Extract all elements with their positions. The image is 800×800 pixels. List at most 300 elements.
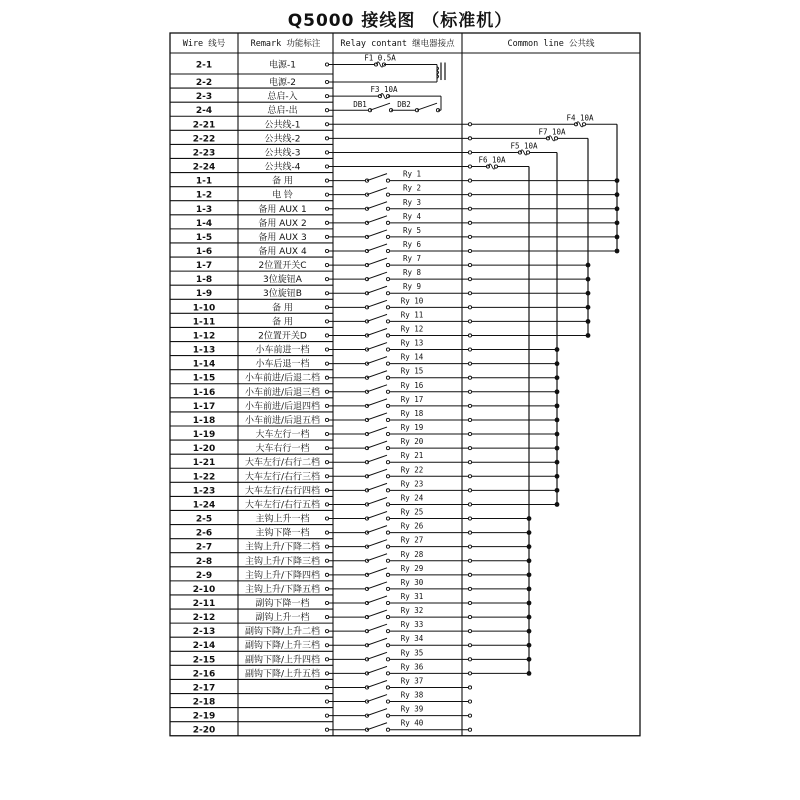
relay-contact-blade — [367, 666, 387, 673]
switch-terminal — [386, 278, 389, 281]
remark-label: 主钩下降一档 — [255, 528, 310, 539]
wire-number: 1-8 — [195, 275, 213, 286]
switch-terminal — [386, 292, 389, 295]
fuse-terminal — [526, 151, 529, 154]
common-terminal — [468, 644, 471, 647]
common-terminal — [468, 461, 471, 464]
row-terminal — [325, 193, 328, 196]
wire-number: 1-23 — [192, 486, 216, 497]
common-terminal — [468, 658, 471, 661]
remark-label: 大车左行/右行四档 — [244, 486, 321, 497]
wire-number: 2-17 — [192, 683, 216, 694]
relay-contact-blade — [367, 582, 387, 589]
relay-contact-blade — [367, 258, 387, 265]
switch-terminal — [386, 362, 389, 365]
wire-number: 1-22 — [192, 472, 216, 483]
row-terminal — [325, 151, 328, 154]
fuse-terminal — [582, 123, 585, 126]
switch-terminal — [386, 249, 389, 252]
switch-terminal — [386, 714, 389, 717]
wire-number: 2-10 — [192, 584, 216, 595]
remark-label: 备用 AUX 2 — [258, 218, 307, 229]
remark-label: 副钩下降/上升四档 — [244, 655, 321, 666]
switch-terminal — [386, 559, 389, 562]
switch-terminal — [386, 263, 389, 266]
row-terminal — [325, 263, 328, 266]
common-terminal — [468, 573, 471, 576]
relay-label: Ry 21 — [400, 451, 424, 461]
wire-number: 1-21 — [192, 458, 216, 469]
row-terminal — [325, 489, 328, 492]
remark-label: 公共线-3 — [264, 148, 301, 159]
switch-terminal — [386, 376, 389, 379]
switch-terminal — [386, 179, 389, 182]
remark-label: 大车左行一档 — [255, 430, 310, 441]
common-terminal — [468, 531, 471, 534]
relay-contact-blade — [367, 709, 387, 716]
remark-label: 小车前进/后退三档 — [244, 387, 321, 398]
row-terminal — [325, 601, 328, 604]
column-header: Relay contant 继电器接点 — [340, 39, 455, 49]
wire-number: 2-12 — [192, 613, 216, 624]
row-terminal — [325, 95, 328, 98]
relay-contact-blade — [367, 286, 387, 293]
relay-contact-blade — [367, 300, 387, 307]
common-terminal — [468, 179, 471, 182]
wire-number: 1-1 — [195, 176, 213, 187]
relay-label: Ry 8 — [402, 268, 422, 278]
remark-label: 备用 AUX 1 — [258, 204, 307, 215]
switch-terminal — [386, 475, 389, 478]
switch-terminal — [386, 531, 389, 534]
relay-label: Ry 24 — [400, 493, 424, 503]
relay-contact-blade — [367, 512, 387, 519]
common-terminal — [468, 615, 471, 618]
row-terminal — [325, 235, 328, 238]
common-terminal — [468, 418, 471, 421]
relay-contact-blade — [367, 230, 387, 237]
row-terminal — [325, 249, 328, 252]
relay-label: Ry 16 — [400, 380, 424, 390]
wire-number: 1-6 — [195, 247, 213, 257]
row-terminal — [325, 179, 328, 182]
switch-terminal — [386, 517, 389, 520]
switch-terminal — [386, 545, 389, 548]
wire-number: 1-15 — [192, 373, 216, 384]
common-terminal — [468, 249, 471, 252]
wire-number: 2-14 — [192, 641, 216, 652]
relay-label: Ry 20 — [400, 437, 424, 447]
remark-label: 小车后退一档 — [255, 359, 310, 370]
relay-contact-blade — [367, 371, 387, 378]
relay-label: Ry 35 — [400, 648, 424, 658]
switch-terminal — [386, 404, 389, 407]
remark-label: 小车前进一档 — [255, 345, 310, 356]
relay-contact-blade — [367, 540, 387, 547]
common-terminal — [468, 137, 471, 140]
relay-contact-blade — [367, 343, 387, 350]
relay-contact-blade — [367, 357, 387, 364]
row-terminal — [325, 672, 328, 675]
column-header: Common line 公共线 — [507, 39, 595, 49]
row-terminal — [325, 644, 328, 647]
row-terminal — [325, 573, 328, 576]
remark-label: 公共线-2 — [264, 134, 301, 145]
common-terminal — [468, 320, 471, 323]
switch-terminal — [386, 447, 389, 450]
relay-label: Ry 2 — [402, 183, 422, 193]
db1-switch-blade — [370, 103, 390, 110]
row-terminal — [325, 517, 328, 520]
relay-label: Ry 26 — [400, 521, 424, 531]
wire-number: 1-19 — [192, 430, 216, 441]
switch-terminal — [386, 432, 389, 435]
switch-terminal — [386, 658, 389, 661]
fuse-f3-label: F3 10A — [370, 85, 398, 95]
relay-contact-blade — [367, 216, 387, 223]
remark-label: 公共线-4 — [264, 162, 301, 173]
switch-terminal — [386, 390, 389, 393]
relay-label: Ry 7 — [402, 254, 422, 264]
common-terminal — [468, 292, 471, 295]
column-header: Remark 功能标注 — [250, 39, 321, 49]
relay-label: Ry 11 — [400, 310, 424, 320]
relay-label: Ry 23 — [400, 479, 424, 489]
relay-contact-blade — [367, 610, 387, 617]
common-terminal — [468, 193, 471, 196]
row-terminal — [325, 80, 328, 83]
column-header: Wire 线号 — [182, 39, 226, 49]
relay-contact-blade — [367, 244, 387, 251]
wire-number: 1-13 — [192, 345, 216, 356]
wire-number: 2-13 — [192, 627, 216, 638]
relay-contact-blade — [367, 455, 387, 462]
remark-label: 主钩上升/下降五档 — [244, 584, 321, 595]
relay-label: Ry 40 — [400, 718, 424, 728]
switch-terminal — [386, 503, 389, 506]
relay-contact-blade — [367, 624, 387, 631]
switch-terminal — [386, 193, 389, 196]
common-terminal — [468, 306, 471, 309]
row-terminal — [325, 390, 328, 393]
remark-label: 大车右行一档 — [255, 444, 310, 455]
common-terminal — [468, 489, 471, 492]
wire-number: 1-3 — [195, 204, 213, 215]
relay-label: Ry 31 — [400, 592, 424, 601]
page-title: Q5000 接线图 （标准机） — [287, 11, 513, 31]
common-terminal — [468, 630, 471, 633]
relay-label: Ry 5 — [402, 225, 422, 235]
common-terminal — [468, 559, 471, 562]
relay-contact-blade — [367, 568, 387, 575]
switch-terminal — [386, 644, 389, 647]
common-terminal — [468, 362, 471, 365]
common-terminal — [468, 728, 471, 731]
remark-label: 小车前进/后退二档 — [244, 373, 321, 384]
wire-number: 2-4 — [195, 106, 213, 117]
wire-number: 2-19 — [192, 711, 216, 722]
wire-number: 1-24 — [192, 500, 216, 511]
common-terminal — [468, 123, 471, 126]
remark-label: 备 用 — [272, 303, 293, 314]
wire-number: 1-11 — [192, 317, 216, 328]
common-terminal — [468, 714, 471, 717]
common-terminal — [468, 700, 471, 703]
relay-contact-blade — [367, 638, 387, 645]
remark-label: 电 铃 — [272, 190, 293, 201]
relay-label: Ry 38 — [400, 690, 424, 700]
row-terminal — [325, 587, 328, 590]
row-terminal — [325, 123, 328, 126]
remark-label: 3位旋钮A — [263, 275, 302, 286]
relay-contact-blade — [367, 328, 387, 335]
row-terminal — [325, 418, 328, 421]
row-terminal — [325, 615, 328, 618]
common-terminal — [468, 587, 471, 590]
relay-label: Ry 39 — [400, 704, 424, 714]
relay-contact-blade — [367, 174, 387, 181]
relay-contact-blade — [367, 385, 387, 392]
remark-label: 备 用 — [272, 176, 293, 187]
relay-label: Ry 29 — [400, 563, 424, 573]
wire-number: 2-1 — [195, 60, 213, 71]
relay-contact-blade — [367, 469, 387, 476]
wire-number: 2-22 — [192, 134, 216, 145]
remark-label: 副钩下降/上升五档 — [244, 669, 321, 680]
relay-label: Ry 14 — [400, 352, 424, 362]
row-terminal — [325, 700, 328, 703]
row-terminal — [325, 63, 328, 66]
wire-number: 1-2 — [195, 190, 213, 201]
wire-number: 2-20 — [192, 725, 216, 736]
relay-label: Ry 10 — [400, 296, 424, 306]
db1-label: DB1 — [353, 100, 367, 110]
switch-terminal — [386, 418, 389, 421]
wire-number: 2-7 — [195, 542, 213, 553]
relay-contact-blade — [367, 497, 387, 504]
fuse-f1-label: F1 0.5A — [364, 53, 396, 63]
common-terminal — [468, 517, 471, 520]
switch-terminal — [386, 630, 389, 633]
wire-number: 1-20 — [192, 444, 216, 455]
relay-label: Ry 13 — [400, 338, 424, 348]
row-terminal — [325, 376, 328, 379]
remark-label: 主钩上升/下降三档 — [244, 556, 321, 567]
switch-terminal — [386, 221, 389, 224]
relay-label: Ry 18 — [400, 408, 424, 418]
row-terminal — [325, 728, 328, 731]
relay-label: Ry 33 — [400, 620, 424, 630]
common-terminal — [468, 672, 471, 675]
row-terminal — [325, 545, 328, 548]
relay-contact-blade — [367, 399, 387, 406]
common-terminal — [468, 432, 471, 435]
wire-number: 1-16 — [192, 387, 216, 398]
relay-label: Ry 32 — [400, 606, 424, 616]
remark-label: 主钩上升/下降二档 — [244, 542, 321, 553]
row-terminal — [325, 658, 328, 661]
remark-label: 副钩下降/上升三档 — [244, 641, 321, 652]
common-terminal — [468, 390, 471, 393]
relay-label: Ry 36 — [400, 662, 424, 672]
wire-number: 2-24 — [192, 162, 216, 173]
row-terminal — [325, 714, 328, 717]
relay-contact-blade — [367, 188, 387, 195]
relay-label: Ry 19 — [400, 423, 424, 433]
remark-label: 小车前进/后退五档 — [244, 415, 321, 426]
row-terminal — [325, 447, 328, 450]
switch-terminal — [386, 334, 389, 337]
relay-contact-blade — [367, 202, 387, 209]
fuse-terminal — [554, 137, 557, 140]
relay-label: Ry 22 — [400, 465, 424, 475]
relay-contact-blade — [367, 441, 387, 448]
relay-label: Ry 12 — [400, 324, 424, 334]
row-terminal — [325, 503, 328, 506]
common-terminal — [468, 376, 471, 379]
wire-number: 2-9 — [195, 570, 213, 581]
switch-terminal — [386, 207, 389, 210]
wire-number: 2-3 — [195, 92, 213, 103]
switch-terminal — [386, 587, 389, 590]
relay-label: Ry 3 — [402, 197, 422, 207]
remark-label: 总启-入 — [267, 92, 298, 103]
common-terminal — [468, 404, 471, 407]
wire-number: 1-10 — [192, 303, 216, 314]
remark-label: 2位置开关C — [258, 261, 307, 272]
relay-contact-blade — [367, 427, 387, 434]
wire-number: 1-18 — [192, 415, 216, 426]
wire-number: 1-14 — [192, 359, 216, 370]
relay-contact-blade — [367, 483, 387, 490]
relay-label: Ry 17 — [400, 394, 424, 404]
remark-label: 备用 AUX 4 — [258, 247, 307, 257]
switch-terminal — [386, 700, 389, 703]
relay-contact-blade — [367, 314, 387, 321]
remark-label: 大车左行/右行五档 — [244, 500, 321, 511]
remark-label: 公共线-1 — [264, 120, 301, 131]
row-terminal — [325, 334, 328, 337]
relay-label: Ry 34 — [400, 634, 424, 644]
remark-label: 2位置开关D — [258, 331, 307, 342]
row-terminal — [325, 461, 328, 464]
common-terminal — [468, 545, 471, 548]
switch-terminal — [386, 461, 389, 464]
common-terminal — [468, 151, 471, 154]
row-terminal — [325, 306, 328, 309]
remark-label: 备用 AUX 3 — [258, 232, 307, 243]
wire-number: 1-9 — [195, 289, 213, 300]
fuse-terminal — [494, 165, 497, 168]
wire-number: 1-5 — [195, 232, 213, 243]
wire-number: 2-16 — [192, 669, 216, 680]
row-terminal — [325, 404, 328, 407]
row-terminal — [325, 207, 328, 210]
fuse-2-label: F5 10A — [510, 141, 538, 151]
remark-label: 3位旋钮B — [263, 289, 302, 300]
relay-contact-blade — [367, 652, 387, 659]
relay-label: Ry 4 — [402, 211, 422, 221]
remark-label: 小车前进/后退四档 — [244, 401, 321, 412]
relay-contact-blade — [367, 272, 387, 279]
relay-label: Ry 1 — [402, 169, 422, 179]
common-terminal — [468, 601, 471, 604]
relay-contact-blade — [367, 596, 387, 603]
remark-label: 主钩上升一档 — [255, 514, 310, 525]
common-terminal — [468, 447, 471, 450]
relay-label: Ry 6 — [402, 240, 422, 249]
common-terminal — [468, 235, 471, 238]
common-terminal — [468, 348, 471, 351]
switch-terminal — [386, 348, 389, 351]
common-terminal — [468, 221, 471, 224]
wire-number: 1-12 — [192, 331, 216, 342]
row-terminal — [325, 686, 328, 689]
relay-label: Ry 9 — [402, 282, 422, 292]
switch-terminal — [386, 672, 389, 675]
switch-terminal — [386, 601, 389, 604]
relay-label: Ry 27 — [400, 535, 424, 545]
remark-label: 备 用 — [272, 317, 293, 328]
row-terminal — [325, 137, 328, 140]
switch-terminal — [386, 615, 389, 618]
relay-label: Ry 28 — [400, 549, 424, 559]
relay-label: Ry 30 — [400, 577, 424, 587]
db2-label: DB2 — [397, 100, 411, 110]
wire-number: 2-21 — [192, 120, 216, 131]
wire-number: 2-6 — [195, 528, 213, 539]
relay-contact-blade — [367, 554, 387, 561]
row-terminal — [325, 221, 328, 224]
remark-label: 副钩上升一档 — [255, 613, 310, 624]
row-terminal — [325, 292, 328, 295]
relay-label: Ry 37 — [400, 676, 424, 686]
wire-number: 2-5 — [195, 514, 213, 525]
row-terminal — [325, 362, 328, 365]
row-terminal — [325, 531, 328, 534]
row-terminal — [325, 559, 328, 562]
relay-contact-blade — [367, 526, 387, 533]
common-terminal — [468, 278, 471, 281]
wire-number: 2-15 — [192, 655, 216, 666]
common-terminal — [468, 686, 471, 689]
switch-terminal — [386, 489, 389, 492]
wire-number: 2-11 — [192, 599, 216, 609]
row-terminal — [325, 630, 328, 633]
switch-terminal — [386, 728, 389, 731]
row-terminal — [325, 320, 328, 323]
remark-label: 主钩上升/下降四档 — [244, 570, 321, 581]
common-terminal — [468, 263, 471, 266]
wire-number: 2-8 — [195, 556, 213, 567]
remark-label: 大车左行/右行二档 — [244, 458, 321, 469]
common-terminal — [468, 503, 471, 506]
db2-switch-blade — [417, 103, 437, 110]
fuse-3-label: F6 10A — [478, 155, 506, 165]
remark-label: 大车左行/右行三档 — [244, 472, 321, 483]
common-terminal — [468, 207, 471, 210]
row-terminal — [325, 165, 328, 168]
wire-number: 2-18 — [192, 697, 216, 708]
relay-label: Ry 25 — [400, 507, 424, 517]
common-terminal — [468, 334, 471, 337]
relay-contact-blade — [367, 680, 387, 687]
relay-contact-blade — [367, 413, 387, 420]
row-terminal — [325, 348, 328, 351]
switch-terminal — [386, 686, 389, 689]
relay-contact-blade — [367, 695, 387, 702]
switch-terminal — [386, 573, 389, 576]
